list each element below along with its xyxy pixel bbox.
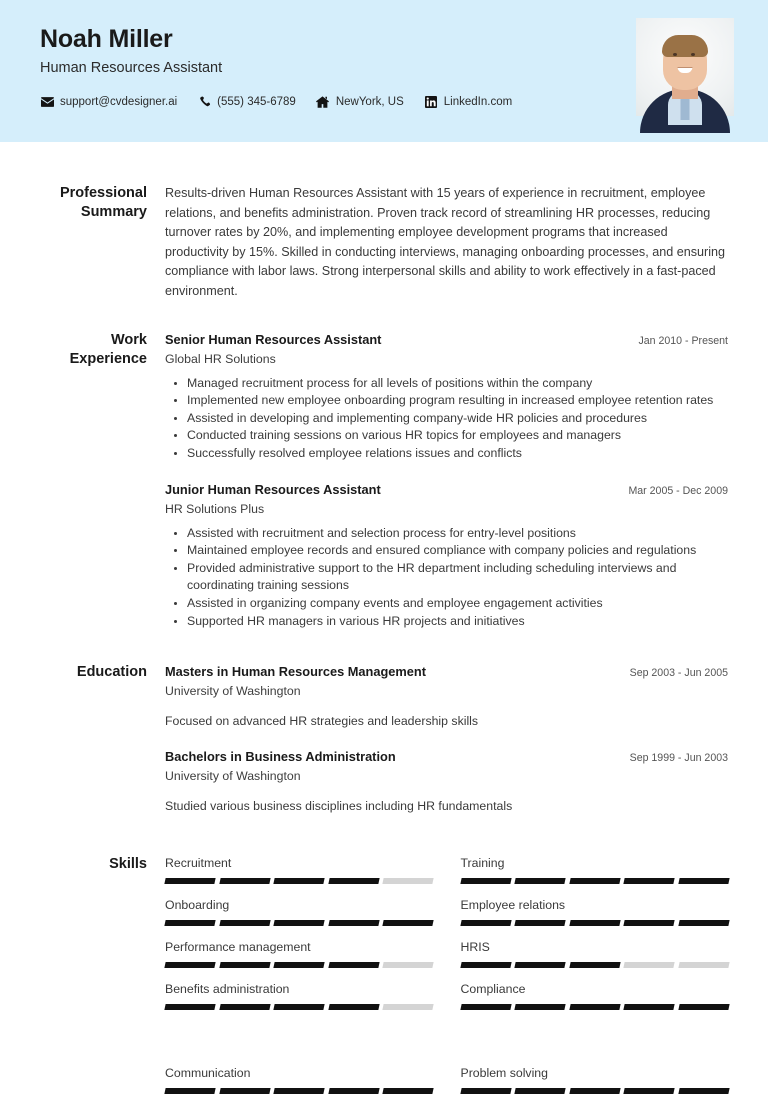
work-bullet: Maintained employee records and ensured compliance with company policies and regulations [187, 542, 728, 560]
skill-level-segment [460, 878, 511, 884]
work-bullet: Assisted in developing and implementing company-wide HR policies and procedures [187, 410, 728, 428]
work-job-title: Junior Human Resources Assistant [165, 481, 381, 497]
section-label-education: Education [76, 664, 147, 681]
education-school: University of Washington [165, 684, 301, 699]
work-bullet: Assisted with recruitment and selection process for entry-level positions [187, 525, 728, 543]
phone-icon [197, 96, 211, 108]
skill-level-segment [569, 962, 620, 968]
skill-name: Training [460, 856, 505, 871]
section-label-skills: Skills [109, 856, 147, 873]
skill-level-bar [165, 1088, 433, 1094]
skill-level-segment [460, 920, 511, 926]
education-degree: Masters in Human Resources Management [165, 664, 426, 680]
skill-level-segment [382, 962, 433, 968]
skill-level-segment [678, 878, 729, 884]
contact-phone[interactable] [197, 96, 296, 108]
skill-level-segment [569, 878, 620, 884]
skill-level-segment [678, 962, 729, 968]
skill-level-segment [678, 1088, 729, 1094]
work-bullet: Provided administrative support to the HR department including scheduling interviews and coordinating training sessions [187, 560, 728, 595]
education-school: University of Washington [165, 769, 301, 784]
envelope-icon [40, 96, 54, 108]
work-bullet: Conducted training sessions on various HR topics for employees and managers [187, 427, 728, 445]
resume-body [0, 184, 768, 1107]
skill-level-segment [219, 1004, 270, 1010]
work-job-title: Senior Human Resources Assistant [165, 331, 382, 347]
resume-header [0, 0, 768, 142]
work-date-range: Jan 2010 - Present [638, 334, 728, 347]
skill-name: Benefits administration [165, 982, 290, 997]
skill-level-bar [461, 1004, 729, 1010]
skills-grid [165, 855, 728, 1107]
skill-level-segment [623, 1004, 674, 1010]
skill-level-segment [273, 920, 324, 926]
section-education [40, 663, 728, 815]
skill-level-segment [328, 1004, 379, 1010]
skill-item [461, 939, 729, 981]
skill-level-segment [273, 962, 324, 968]
skill-level-bar [461, 920, 729, 926]
contact-phone-text: (555) 345-6789 [217, 96, 296, 108]
skill-name: Employee relations [460, 898, 566, 913]
work-bullet-list [165, 525, 728, 631]
education-note: Focused on advanced HR strategies and leadership skills [165, 714, 479, 729]
skill-level-segment [460, 962, 511, 968]
home-icon [316, 96, 330, 108]
skill-level-segment [164, 920, 215, 926]
avatar [636, 18, 734, 116]
work-company: Global HR Solutions [165, 351, 276, 366]
skill-item [461, 897, 729, 939]
skill-item [461, 1065, 729, 1107]
avatar-illustration [636, 18, 734, 116]
skill-level-segment [273, 1004, 324, 1010]
skill-level-segment [382, 920, 433, 926]
skill-item [165, 1065, 433, 1107]
candidate-name: Noah Miller [40, 25, 173, 53]
education-degree: Bachelors in Business Administration [165, 749, 396, 765]
skill-level-segment [623, 962, 674, 968]
work-date-range: Mar 2005 - Dec 2009 [628, 484, 728, 497]
skill-item [165, 939, 433, 981]
skill-level-bar [461, 878, 729, 884]
skill-level-segment [678, 920, 729, 926]
skill-name: HRIS [460, 940, 490, 955]
section-professional-summary [40, 184, 728, 302]
skill-level-segment [328, 878, 379, 884]
skill-level-segment [273, 878, 324, 884]
education-note: Studied various business disciplines including HR fundamentals [165, 799, 513, 814]
skill-level-segment [219, 878, 270, 884]
work-bullet: Successfully resolved employee relations issues and conflicts [187, 445, 728, 463]
work-entry [165, 481, 728, 631]
skill-level-bar [165, 962, 433, 968]
skill-name: Communication [165, 1066, 251, 1081]
education-entry [165, 748, 728, 815]
skill-level-segment [514, 1004, 565, 1010]
skill-level-segment [623, 878, 674, 884]
skill-level-segment [678, 1004, 729, 1010]
skill-name: Compliance [460, 982, 526, 997]
contact-row [40, 96, 728, 108]
skill-level-segment [328, 1088, 379, 1094]
skill-item [461, 855, 729, 897]
skill-level-segment [569, 1088, 620, 1094]
skill-level-segment [623, 920, 674, 926]
skill-level-segment [219, 920, 270, 926]
skill-name: Onboarding [165, 898, 230, 913]
skill-level-segment [382, 1088, 433, 1094]
skill-level-segment [164, 962, 215, 968]
section-label-work: Work Experience [69, 331, 147, 367]
skill-level-segment [382, 878, 433, 884]
skill-level-segment [164, 1088, 215, 1094]
contact-linkedin-text: LinkedIn.com [443, 96, 513, 108]
skill-item [165, 855, 433, 897]
skill-level-bar [165, 920, 433, 926]
skill-level-segment [569, 1004, 620, 1010]
linkedin-icon [424, 96, 438, 108]
work-entry [165, 331, 728, 463]
candidate-job-title: Human Resources Assistant [40, 60, 223, 76]
skill-level-segment [164, 878, 215, 884]
work-bullet: Supported HR managers in various HR projects and initiatives [187, 613, 728, 631]
section-label-summary: Professional Summary [59, 185, 147, 220]
skill-level-bar [461, 1088, 729, 1094]
contact-email-text: support@cvdesigner.ai [60, 96, 178, 108]
education-date-range: Sep 2003 - Jun 2005 [629, 667, 728, 680]
work-bullet: Managed recruitment process for all levels of positions within the company [187, 375, 728, 393]
skill-level-segment [514, 878, 565, 884]
education-entry [165, 663, 728, 730]
skill-level-bar [165, 878, 433, 884]
education-date-range: Sep 1999 - Jun 2003 [629, 752, 728, 765]
skill-item [165, 897, 433, 939]
skill-level-segment [219, 1088, 270, 1094]
skill-level-segment [514, 1088, 565, 1094]
contact-location[interactable] [316, 96, 404, 108]
skill-name: Recruitment [165, 856, 232, 871]
work-bullet: Assisted in organizing company events and employee engagement activities [187, 595, 728, 613]
section-skills [40, 855, 728, 1107]
skill-level-segment [382, 1004, 433, 1010]
contact-linkedin[interactable] [424, 96, 512, 108]
work-company: HR Solutions Plus [165, 501, 265, 516]
skill-level-segment [219, 962, 270, 968]
skill-level-segment [460, 1088, 511, 1094]
skill-level-segment [273, 1088, 324, 1094]
skill-level-bar [461, 962, 729, 968]
skill-level-bar [165, 1004, 433, 1010]
skill-level-segment [514, 920, 565, 926]
work-bullet-list [165, 375, 728, 463]
skill-level-segment [569, 920, 620, 926]
summary-text: Results-driven Human Resources Assistant with 15 years of experience in recruitment, employee relations, and benefits administration. Proven track record of streamlining HR processes, reducing turnover rates by 20%, and implementing employee development programs that increased productivity by 15%. Skilled in conducting interviews, managing onboarding processes, and ensuring compliance with labor laws. Strong interpersonal skills and ability to work effectively in a fast-paced environment. [165, 186, 726, 298]
skill-level-segment [623, 1088, 674, 1094]
skill-name: Problem solving [460, 1066, 548, 1081]
skill-name: Performance management [165, 940, 311, 955]
contact-location-text: NewYork, US [335, 96, 404, 108]
section-work-experience [40, 331, 728, 631]
skill-level-segment [460, 1004, 511, 1010]
work-bullet: Implemented new employee onboarding program resulting in increased employee retention rates [187, 392, 728, 410]
contact-email[interactable] [40, 96, 177, 108]
skill-level-segment [328, 962, 379, 968]
skill-level-segment [514, 962, 565, 968]
skill-level-segment [328, 920, 379, 926]
skill-level-segment [164, 1004, 215, 1010]
